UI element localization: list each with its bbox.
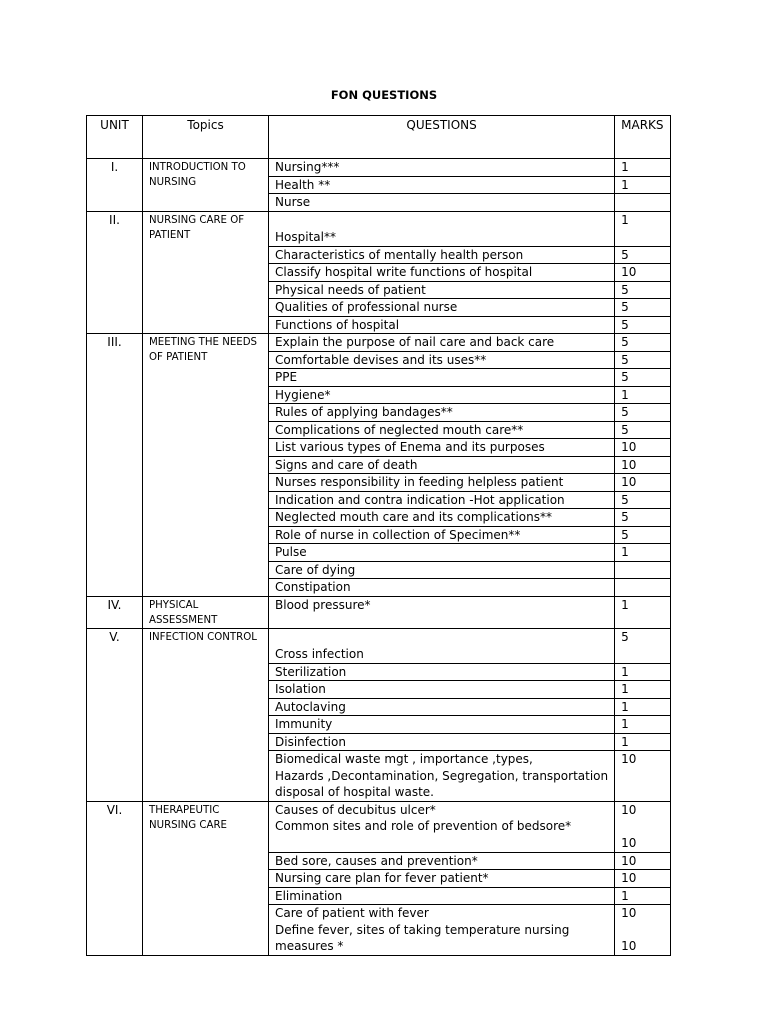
question-cell: Classify hospital write functions of hospital [269, 264, 615, 282]
unit-number: V. [87, 628, 143, 801]
question-cell: Hospital** [269, 211, 615, 246]
marks-cell: 1 [615, 663, 671, 681]
unit-topic: MEETING THE NEEDS OF PATIENT [143, 334, 269, 597]
question-cell: Qualities of professional nurse [269, 299, 615, 317]
header-unit: UNIT [87, 116, 143, 159]
question-cell: Rules of applying bandages** [269, 404, 615, 422]
question-cell: List various types of Enema and its purposes [269, 439, 615, 457]
question-cell: Biomedical waste mgt , importance ,types, Hazards ,Decontamination, Segregation, transportation disposal of hospital waste. [269, 751, 615, 802]
marks-cell: 1 [615, 716, 671, 734]
marks-cell: 5 [615, 509, 671, 527]
marks-cell: 5 [615, 281, 671, 299]
question-cell: Complications of neglected mouth care** [269, 421, 615, 439]
questions-table [86, 115, 671, 956]
unit-topic: INFECTION CONTROL [143, 628, 269, 801]
marks-cell: 1 [615, 386, 671, 404]
question-cell: Cross infection [269, 628, 615, 663]
unit-number: VI. [87, 801, 143, 955]
question-cell: Characteristics of mentally health person [269, 246, 615, 264]
question-cell: Nursing care plan for fever patient* [269, 870, 615, 888]
question-cell: Sterilization [269, 663, 615, 681]
marks-cell: 5 [615, 246, 671, 264]
marks-cell: 5 [615, 351, 671, 369]
table-row [87, 628, 671, 663]
marks-cell: 1 [615, 596, 671, 628]
question-cell: Functions of hospital [269, 316, 615, 334]
marks-cell [615, 579, 671, 597]
marks-cell: 1 [615, 176, 671, 194]
question-cell: Nurses responsibility in feeding helpless patient [269, 474, 615, 492]
marks-cell: 10 10 [615, 905, 671, 956]
question-cell: Hygiene* [269, 386, 615, 404]
marks-cell: 1 [615, 733, 671, 751]
unit-topic: THERAPEUTIC NURSING CARE [143, 801, 269, 955]
marks-cell: 10 [615, 474, 671, 492]
question-cell: Bed sore, causes and prevention* [269, 852, 615, 870]
question-cell: Pulse [269, 544, 615, 562]
question-cell: Role of nurse in collection of Specimen** [269, 526, 615, 544]
question-cell: Constipation [269, 579, 615, 597]
question-cell: Autoclaving [269, 698, 615, 716]
marks-cell: 5 [615, 421, 671, 439]
question-cell: Elimination [269, 887, 615, 905]
marks-cell: 10 [615, 870, 671, 888]
question-cell: Signs and care of death [269, 456, 615, 474]
marks-cell: 1 [615, 544, 671, 562]
header-questions: QUESTIONS [269, 116, 615, 159]
header-marks: MARKS [615, 116, 671, 159]
marks-cell: 10 [615, 751, 671, 802]
question-cell: Isolation [269, 681, 615, 699]
question-cell: Indication and contra indication -Hot application [269, 491, 615, 509]
marks-cell: 1 [615, 211, 671, 246]
marks-cell: 1 [615, 698, 671, 716]
question-cell: Physical needs of patient [269, 281, 615, 299]
marks-cell: 5 [615, 369, 671, 387]
question-cell: Blood pressure* [269, 596, 615, 628]
marks-cell: 5 [615, 526, 671, 544]
marks-cell: 10 [615, 852, 671, 870]
marks-cell [615, 194, 671, 212]
marks-cell: 5 [615, 491, 671, 509]
header-topics: Topics [143, 116, 269, 159]
table-row [87, 211, 671, 246]
page-title: FON QUESTIONS [330, 88, 438, 102]
question-cell: PPE [269, 369, 615, 387]
marks-cell: 10 10 [615, 801, 671, 852]
unit-number: III. [87, 334, 143, 597]
marks-cell: 5 [615, 299, 671, 317]
table-row [87, 159, 671, 177]
table-row [87, 596, 671, 628]
question-cell: Nurse [269, 194, 615, 212]
marks-cell: 5 [615, 404, 671, 422]
marks-cell: 10 [615, 456, 671, 474]
unit-topic: NURSING CARE OF PATIENT [143, 211, 269, 334]
unit-number: I. [87, 159, 143, 212]
marks-cell: 1 [615, 159, 671, 177]
marks-cell: 10 [615, 264, 671, 282]
question-cell: Nursing*** [269, 159, 615, 177]
marks-cell: 1 [615, 887, 671, 905]
question-cell: Health ** [269, 176, 615, 194]
unit-topic: PHYSICAL ASSESSMENT [143, 596, 269, 628]
question-cell: Care of dying [269, 561, 615, 579]
marks-cell: 5 [615, 628, 671, 663]
question-cell: Immunity [269, 716, 615, 734]
questions-body [87, 159, 671, 956]
question-cell: Care of patient with fever Define fever, sites of taking temperature nursing measures * [269, 905, 615, 956]
question-cell: Disinfection [269, 733, 615, 751]
unit-number: II. [87, 211, 143, 334]
marks-cell: 10 [615, 439, 671, 457]
question-cell: Causes of decubitus ulcer* Common sites and role of prevention of bedsore* [269, 801, 615, 852]
question-cell: Comfortable devises and its uses** [269, 351, 615, 369]
table-row [87, 801, 671, 852]
table-row [87, 334, 671, 352]
unit-number: IV. [87, 596, 143, 628]
marks-cell: 1 [615, 681, 671, 699]
question-cell: Explain the purpose of nail care and back care [269, 334, 615, 352]
unit-topic: INTRODUCTION TO NURSING [143, 159, 269, 212]
question-cell: Neglected mouth care and its complications** [269, 509, 615, 527]
marks-cell [615, 561, 671, 579]
marks-cell: 5 [615, 316, 671, 334]
marks-cell: 5 [615, 334, 671, 352]
